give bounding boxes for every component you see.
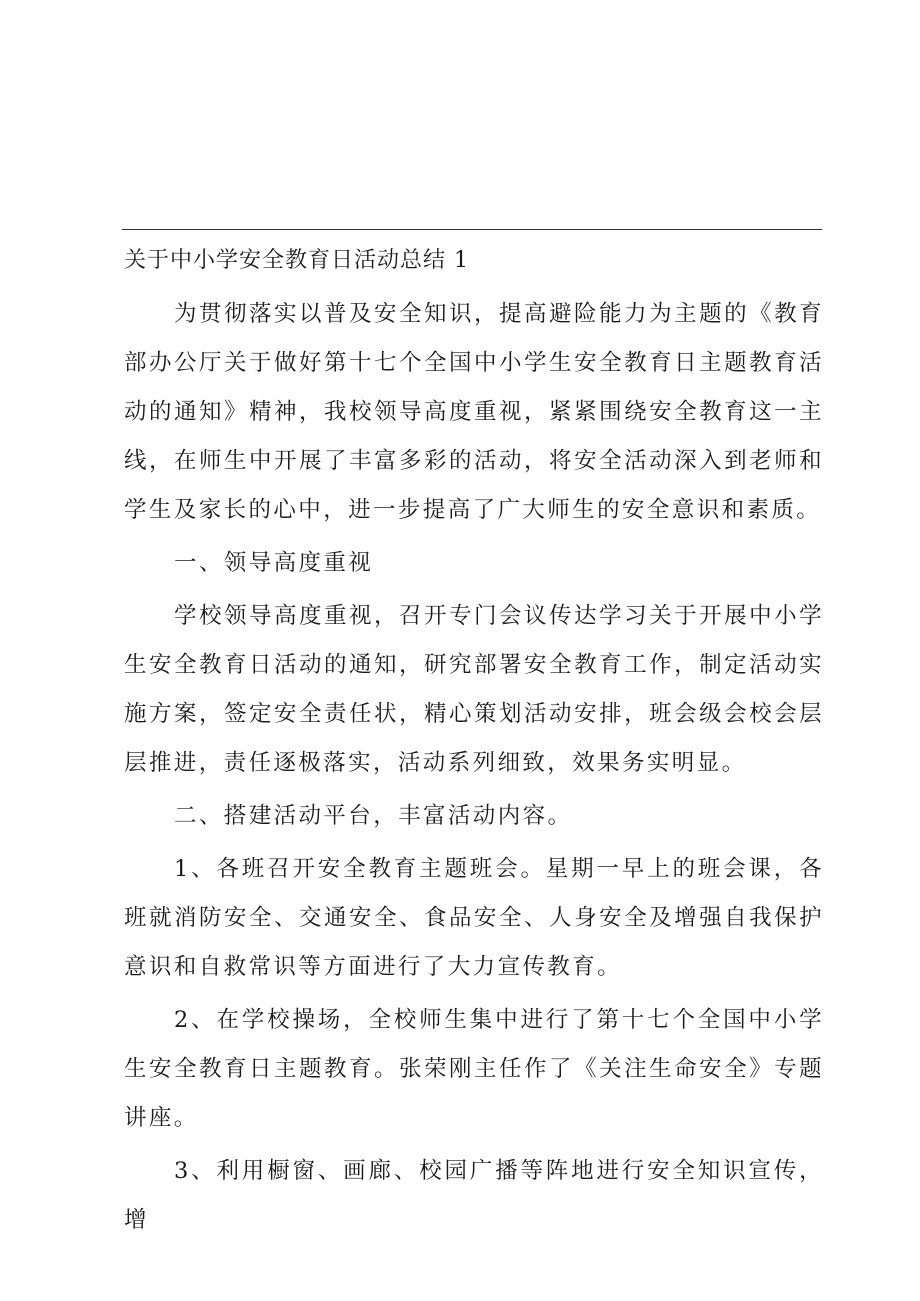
paragraph-item-3: 3、利用橱窗、画廊、校园广播等阵地进行安全知识宣传，增 xyxy=(124,1158,824,1233)
section-heading-leadership: 一、领导高度重视 xyxy=(174,550,374,576)
paragraph-item-1: 1、各班召开安全教育主题班会。星期一早上的班会课，各班就消防安全、交通安全、食品安全、人身安全及增强自我保护意识和自救常识等方面进行了大力宣传教育。 xyxy=(124,856,824,980)
paragraph-leadership: 学校领导高度重视，召开专门会议传达学习关于开展中小学生安全教育日活动的通知，研究部署安全教育工作，制定活动实施方案，签定安全责任状，精心策划活动安排，班会级会校会层层推进，责任逐极落实，活动系列细致，效果务实明显。 xyxy=(124,603,824,776)
paragraph-intro: 为贯彻落实以普及安全知识，提高避险能力为主题的《教育部办公厅关于做好第十七个全国中小学生安全教育日主题教育活动的通知》精神，我校领导高度重视，紧紧围绕安全教育这一主线，在师生中开展了丰富多彩的活动，将安全活动深入到老师和学生及家长的心中，进一步提高了广大师生的安全意识和素质。 xyxy=(124,301,824,523)
document-title: 关于中小学安全教育日活动总结 1 xyxy=(124,248,469,273)
document-body xyxy=(124,290,824,1245)
header-rule xyxy=(122,229,822,230)
paragraph-item-2: 2、在学校操场，全校师生集中进行了第十七个全国中小学生安全教育日主题教育。张荣刚主任作了《关注生命安全》专题讲座。 xyxy=(124,1007,824,1131)
section-heading-platform: 二、搭建活动平台，丰富活动内容。 xyxy=(174,803,573,829)
